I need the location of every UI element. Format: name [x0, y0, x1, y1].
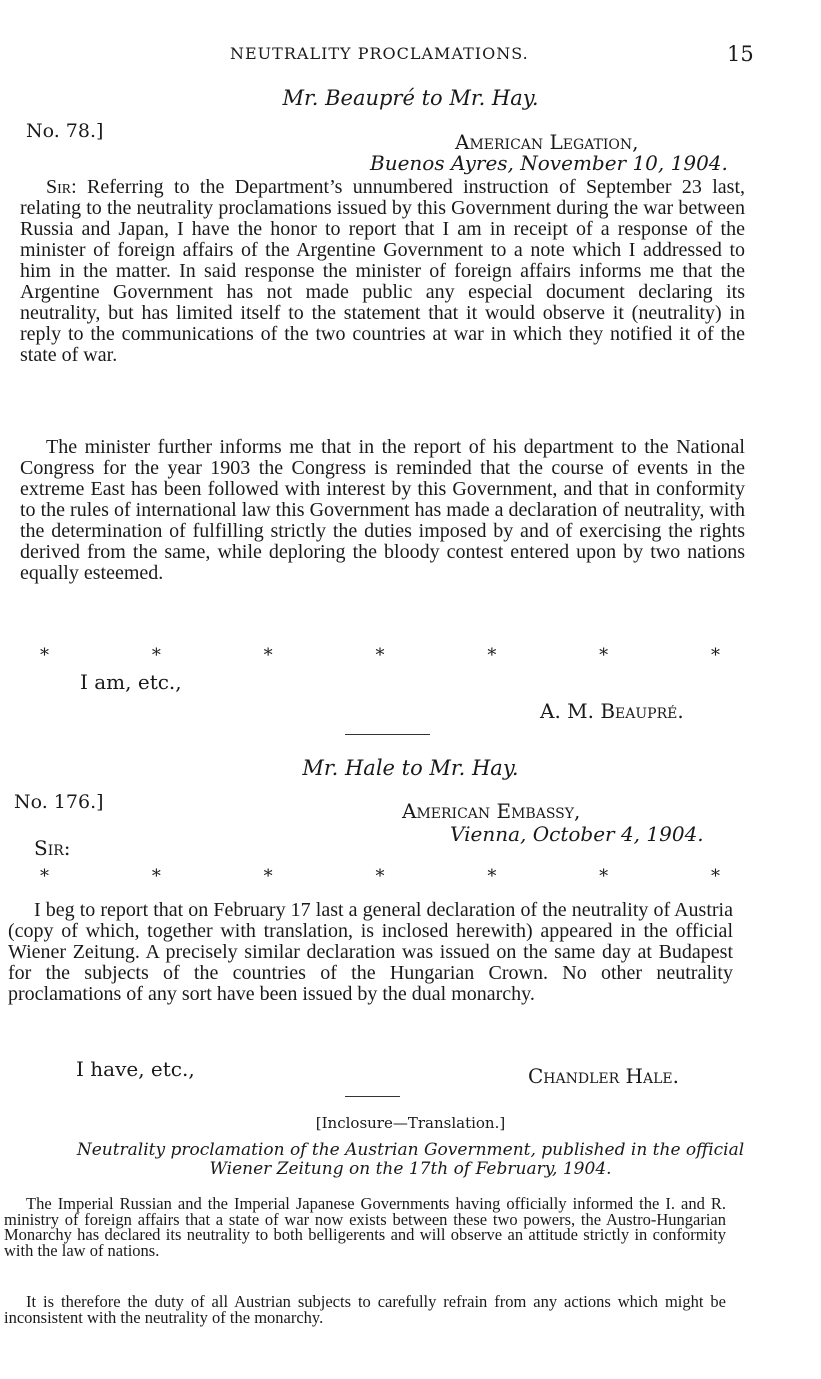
inclosure-title-line-1: Neutrality proclamation of the Austrian Government, published in the official — [76, 1140, 745, 1160]
letter1-ellipsis-stars — [40, 645, 720, 666]
section-divider — [345, 1096, 400, 1097]
star: * — [151, 645, 161, 666]
letter1-number: No. 78.] — [26, 120, 104, 142]
star: * — [375, 645, 385, 666]
star: * — [710, 645, 720, 666]
star: * — [599, 866, 609, 887]
letter2-number: No. 176.] — [14, 791, 104, 813]
letter1-closing: I am, etc., — [80, 670, 182, 694]
star: * — [40, 866, 49, 887]
letter2-place: American Embassy, — [402, 799, 581, 823]
letter1-heading: Mr. Beaupré to Mr. Hay. — [282, 86, 539, 110]
inclosure-label: [Inclosure—Translation.] — [315, 1114, 506, 1132]
letter2-closing: I have, etc., — [76, 1057, 195, 1081]
section-divider — [345, 734, 430, 735]
letter1-place: American Legation, — [455, 130, 639, 154]
letter1-signature: A. M. Beaupré. — [540, 699, 684, 723]
letter2-signature: Chandler Hale. — [528, 1064, 679, 1088]
star: * — [710, 866, 720, 887]
inclosure-paragraph-2: It is therefore the duty of all Austrian subjects to carefully refrain from any actions which might be inconsistent with the neutrality of the monarchy. — [4, 1292, 726, 1327]
page-number: 15 — [727, 42, 754, 66]
letter2-ellipsis-stars — [40, 866, 720, 887]
letter1-paragraph-1-text: Referring to the Department’s unnumbered instruction of September 23 last, relating to the neutrality proclamations issued by this Government during the war between Russia and Japan, I have the honor to report that I am in receipt of a response of the minister of foreign affairs of the Argentine Government to a note which I addressed to him in the matter. In said response the minister of foreign affairs informs me that the Argentine Government has not made public any especial document declaring its neutrality, but has limited itself to the statement that it would observe it (neutrality) in reply to the communications of the two countries at war in which they notified it of the state of war. — [20, 176, 746, 366]
star: * — [151, 866, 161, 887]
star: * — [487, 866, 497, 887]
inclosure-paragraph-1: The Imperial Russian and the Imperial Japanese Governments having officially informed the I. and R. ministry of foreign affairs that a state of war now exists between these two powers, the Austro-Hungarian Monarchy has declared its neutrality to both belligerents and will observe an attitude strictly in conformity with the law of nations. — [4, 1194, 726, 1260]
star: * — [599, 645, 609, 666]
inclosure-title-line-2: Wiener Zeitung on the 17th of February, 1904. — [209, 1159, 612, 1179]
letter2-heading: Mr. Hale to Mr. Hay. — [302, 756, 519, 780]
star: * — [487, 645, 497, 666]
star: * — [375, 866, 385, 887]
letter2-date: Vienna, October 4, 1904. — [450, 822, 704, 846]
letter1-salutation: Sir: — [46, 176, 77, 198]
letter1-paragraph-1 — [20, 177, 745, 366]
star: * — [40, 645, 49, 666]
star: * — [263, 645, 273, 666]
letter1-paragraph-2: The minister further informs me that in the report of his department to the National Congress for the year 1903 the Congress is reminded that the course of events in the extreme East has been followed with interest by this Government, and that in conformity to the rules of international law this Government has made a declaration of neutrality, with the determination of fulfilling strictly the duties imposed by and of exercising the rights derived from the same, while deploring the bloody contest entered upon by two nations equally esteemed. — [20, 436, 745, 584]
letter2-paragraph-1: I beg to report that on February 17 last a general declaration of the neutrality of Austria (copy of which, together with translation, is inclosed herewith) appeared in the official Wiener Zeitung. A precisely similar declaration was issued on the same day at Budapest for the subjects of the countries of the Hungarian Crown. No other neutrality proclamations of any sort have been issued by the dual monarchy. — [8, 899, 733, 1005]
letter2-salutation: Sir: — [34, 836, 71, 860]
star: * — [263, 866, 273, 887]
letter1-date: Buenos Ayres, November 10, 1904. — [370, 151, 728, 175]
running-title: NEUTRALITY PROCLAMATIONS. — [230, 44, 529, 63]
